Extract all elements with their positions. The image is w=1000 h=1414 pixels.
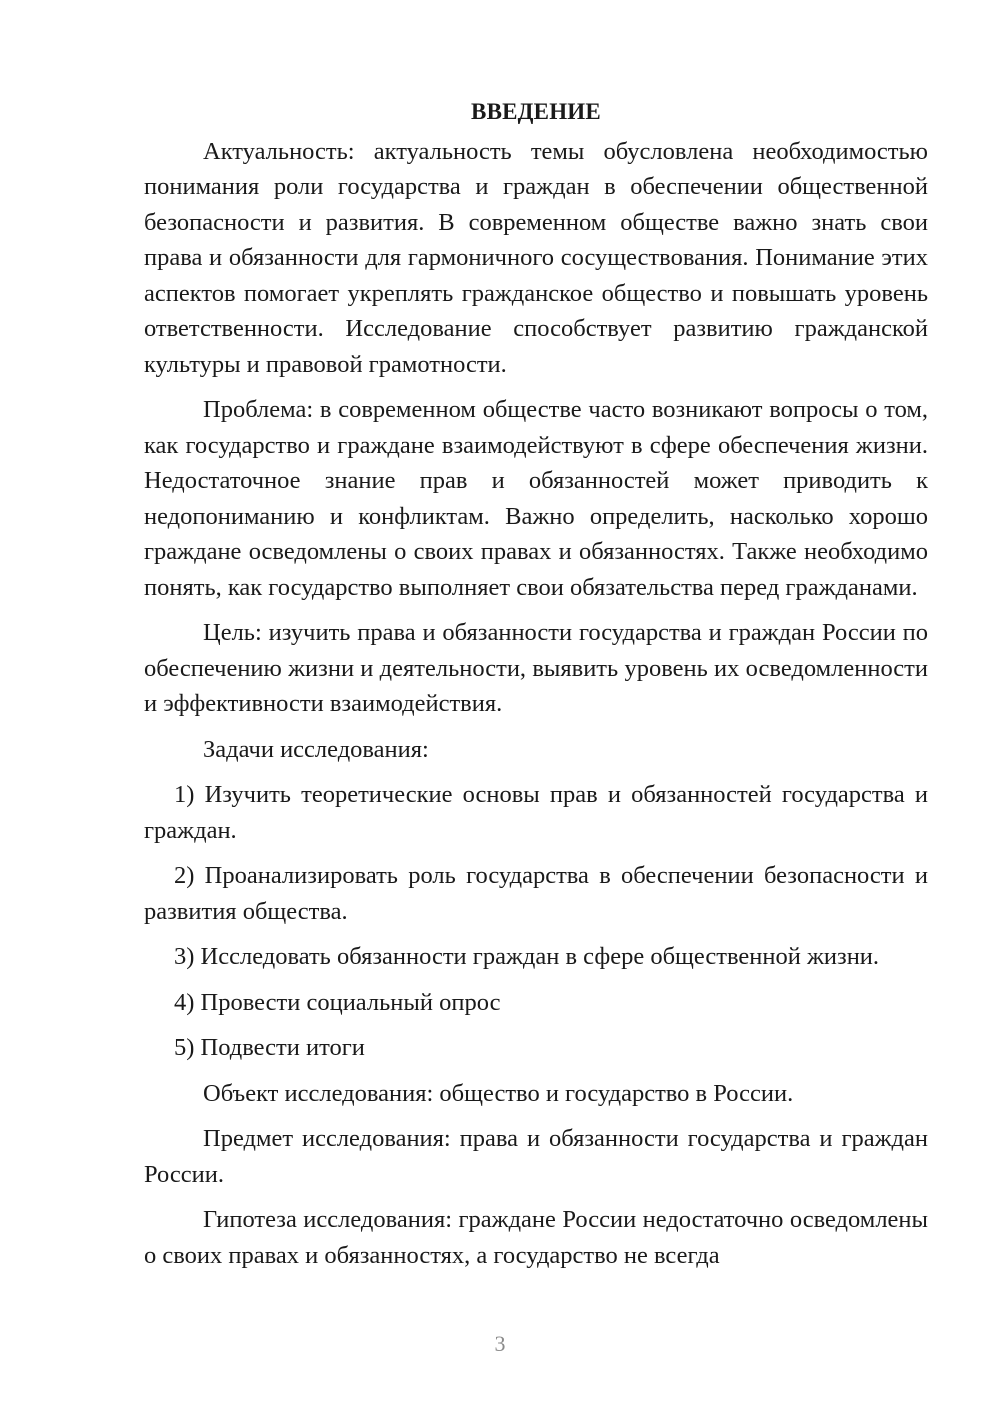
hypothesis-paragraph: Гипотеза исследования: граждане России недостаточно осведомлены о своих правах и обязанностях, а государство не всегда [144, 1206, 928, 1269]
page-number: 3 [494, 1331, 506, 1356]
relevance-paragraph: Актуальность: актуальность темы обусловлена необходимостью понимания роли государства и граждан в обеспечении общественной безопасности и развития. В современном обществе важно знать свои права и обязанности для гармоничного сосуществования. Понимание этих аспектов помогает укреплять гражданское общество и повышать уровень ответственности. Исследование способствует развитию гражданской культуры и правовой грамотности. [144, 137, 928, 378]
problem-paragraph: Проблема: в современном обществе часто возникают вопросы о том, как государство и граждане взаимодействуют в сфере обеспечения жизни. Недостаточное знание прав и обязанностей может приводить к недопониманию и конфликтам. Важно определить, насколько хорошо граждане осведомлены о своих правах и обязанностях. Также необходимо понять, как государство выполняет свои обязательства перед гражданами. [144, 396, 928, 601]
document-body [144, 94, 928, 1283]
tasks-intro: Задачи исследования: [203, 735, 429, 763]
section-heading: ВВЕДЕНИЕ [471, 99, 601, 124]
object-paragraph: Объект исследования: общество и государство в России. [203, 1079, 794, 1107]
task-item-2: 2) Проанализировать роль государства в обеспечении безопасности и развития общества. [144, 862, 928, 925]
task-item-3: 3) Исследовать обязанности граждан в сфере общественной жизни. [174, 943, 880, 970]
task-item-5: 5) Подвести итоги [174, 1034, 365, 1061]
task-item-4: 4) Провести социальный опрос [174, 988, 501, 1016]
task-item-1: 1) Изучить теоретические основы прав и обязанностей государства и граждан. [144, 781, 928, 844]
subject-paragraph: Предмет исследования: права и обязанности государства и граждан России. [144, 1125, 928, 1188]
goal-paragraph: Цель: изучить права и обязанности государства и граждан России по обеспечению жизни и деятельности, выявить уровень их осведомленности и эффективности взаимодействия. [144, 619, 928, 717]
